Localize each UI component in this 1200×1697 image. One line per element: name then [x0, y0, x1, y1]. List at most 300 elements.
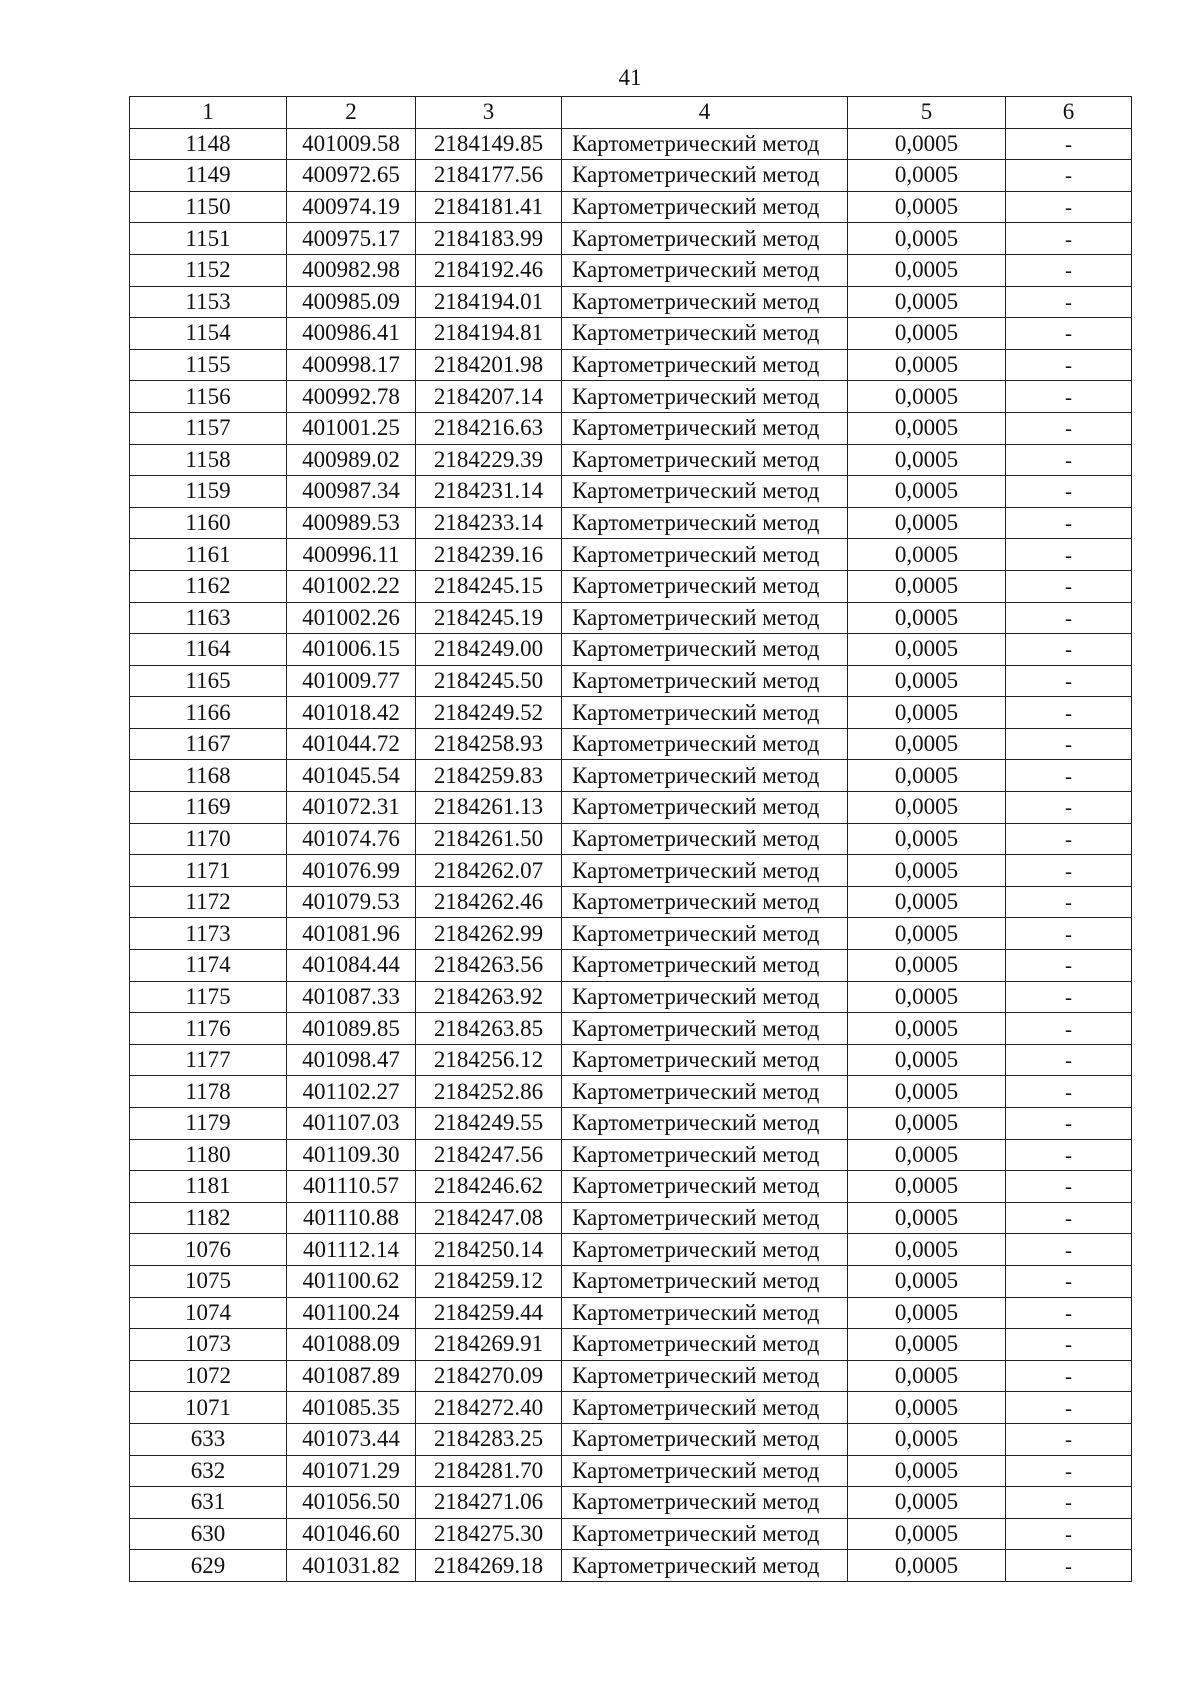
table-row — [130, 1392, 1132, 1424]
table-row — [130, 1139, 1132, 1171]
table-row — [130, 728, 1132, 760]
note-cell: - — [1006, 1076, 1132, 1108]
note-cell: - — [1006, 539, 1132, 571]
accuracy-cell: 0,0005 — [848, 823, 1006, 855]
point-number-cell: 1161 — [130, 539, 287, 571]
accuracy-cell: 0,0005 — [848, 886, 1006, 918]
y-coordinate-cell: 2184275.30 — [416, 1518, 562, 1550]
method-cell: Картометрический метод — [562, 254, 848, 286]
point-number-cell: 1163 — [130, 602, 287, 634]
x-coordinate-cell: 400989.53 — [287, 507, 416, 539]
note-cell: - — [1006, 823, 1132, 855]
x-coordinate-cell: 401085.35 — [287, 1392, 416, 1424]
y-coordinate-cell: 2184247.56 — [416, 1139, 562, 1171]
y-coordinate-cell: 2184263.85 — [416, 1013, 562, 1045]
table-body — [130, 97, 1132, 1582]
note-cell: - — [1006, 223, 1132, 255]
header-row — [130, 97, 1132, 129]
x-coordinate-cell: 401072.31 — [287, 792, 416, 824]
table-row — [130, 1076, 1132, 1108]
table-row — [130, 760, 1132, 792]
method-cell: Картометрический метод — [562, 286, 848, 318]
table-row — [130, 223, 1132, 255]
x-coordinate-cell: 401002.22 — [287, 570, 416, 602]
method-cell: Картометрический метод — [562, 823, 848, 855]
method-cell: Картометрический метод — [562, 1550, 848, 1582]
x-coordinate-cell: 401006.15 — [287, 634, 416, 666]
point-number-cell: 1148 — [130, 128, 287, 160]
table-row — [130, 1423, 1132, 1455]
table-row — [130, 381, 1132, 413]
y-coordinate-cell: 2184207.14 — [416, 381, 562, 413]
x-coordinate-cell: 400987.34 — [287, 476, 416, 508]
point-number-cell: 630 — [130, 1518, 287, 1550]
point-number-cell: 1154 — [130, 318, 287, 350]
method-cell: Картометрический метод — [562, 1202, 848, 1234]
accuracy-cell: 0,0005 — [848, 1550, 1006, 1582]
method-cell: Картометрический метод — [562, 855, 848, 887]
table-row — [130, 1108, 1132, 1140]
x-coordinate-cell: 401001.25 — [287, 412, 416, 444]
accuracy-cell: 0,0005 — [848, 128, 1006, 160]
y-coordinate-cell: 2184261.13 — [416, 792, 562, 824]
table-row — [130, 1329, 1132, 1361]
y-coordinate-cell: 2184281.70 — [416, 1455, 562, 1487]
point-number-cell: 1159 — [130, 476, 287, 508]
coordinates-table — [129, 96, 1132, 1582]
x-coordinate-cell: 401084.44 — [287, 950, 416, 982]
y-coordinate-cell: 2184259.83 — [416, 760, 562, 792]
note-cell: - — [1006, 728, 1132, 760]
x-coordinate-cell: 401088.09 — [287, 1329, 416, 1361]
y-coordinate-cell: 2184271.06 — [416, 1487, 562, 1519]
table-row — [130, 349, 1132, 381]
point-number-cell: 1153 — [130, 286, 287, 318]
method-cell: Картометрический метод — [562, 476, 848, 508]
accuracy-cell: 0,0005 — [848, 223, 1006, 255]
method-cell: Картометрический метод — [562, 1360, 848, 1392]
table-row — [130, 918, 1132, 950]
point-number-cell: 1167 — [130, 728, 287, 760]
table-row — [130, 981, 1132, 1013]
x-coordinate-cell: 400986.41 — [287, 318, 416, 350]
y-coordinate-cell: 2184194.01 — [416, 286, 562, 318]
y-coordinate-cell: 2184258.93 — [416, 728, 562, 760]
x-coordinate-cell: 401100.62 — [287, 1265, 416, 1297]
method-cell: Картометрический метод — [562, 634, 848, 666]
x-coordinate-cell: 400972.65 — [287, 160, 416, 192]
y-coordinate-cell: 2184283.25 — [416, 1423, 562, 1455]
accuracy-cell: 0,0005 — [848, 1013, 1006, 1045]
accuracy-cell: 0,0005 — [848, 634, 1006, 666]
point-number-cell: 632 — [130, 1455, 287, 1487]
point-number-cell: 631 — [130, 1487, 287, 1519]
point-number-cell: 1175 — [130, 981, 287, 1013]
table-row — [130, 950, 1132, 982]
header-cell-5: 5 — [848, 97, 1006, 129]
x-coordinate-cell: 401002.26 — [287, 602, 416, 634]
point-number-cell: 1155 — [130, 349, 287, 381]
note-cell: - — [1006, 191, 1132, 223]
note-cell: - — [1006, 760, 1132, 792]
note-cell: - — [1006, 634, 1132, 666]
method-cell: Картометрический метод — [562, 1297, 848, 1329]
y-coordinate-cell: 2184269.91 — [416, 1329, 562, 1361]
point-number-cell: 1166 — [130, 697, 287, 729]
point-number-cell: 1179 — [130, 1108, 287, 1140]
x-coordinate-cell: 401073.44 — [287, 1423, 416, 1455]
accuracy-cell: 0,0005 — [848, 1518, 1006, 1550]
method-cell: Картометрический метод — [562, 1329, 848, 1361]
x-coordinate-cell: 400992.78 — [287, 381, 416, 413]
method-cell: Картометрический метод — [562, 318, 848, 350]
table-row — [130, 412, 1132, 444]
method-cell: Картометрический метод — [562, 665, 848, 697]
header-cell-1: 1 — [130, 97, 287, 129]
point-number-cell: 1149 — [130, 160, 287, 192]
table-row — [130, 1360, 1132, 1392]
table-row — [130, 1455, 1132, 1487]
y-coordinate-cell: 2184229.39 — [416, 444, 562, 476]
accuracy-cell: 0,0005 — [848, 539, 1006, 571]
accuracy-cell: 0,0005 — [848, 381, 1006, 413]
y-coordinate-cell: 2184263.92 — [416, 981, 562, 1013]
point-number-cell: 1170 — [130, 823, 287, 855]
table-row — [130, 444, 1132, 476]
table-row — [130, 570, 1132, 602]
table-row — [130, 191, 1132, 223]
method-cell: Картометрический метод — [562, 223, 848, 255]
note-cell: - — [1006, 1392, 1132, 1424]
table-row — [130, 1297, 1132, 1329]
method-cell: Картометрический метод — [562, 950, 848, 982]
method-cell: Картометрический метод — [562, 1518, 848, 1550]
x-coordinate-cell: 400996.11 — [287, 539, 416, 571]
method-cell: Картометрический метод — [562, 697, 848, 729]
y-coordinate-cell: 2184247.08 — [416, 1202, 562, 1234]
method-cell: Картометрический метод — [562, 160, 848, 192]
note-cell: - — [1006, 1487, 1132, 1519]
note-cell: - — [1006, 1139, 1132, 1171]
note-cell: - — [1006, 1550, 1132, 1582]
note-cell: - — [1006, 349, 1132, 381]
x-coordinate-cell: 401107.03 — [287, 1108, 416, 1140]
note-cell: - — [1006, 697, 1132, 729]
y-coordinate-cell: 2184256.12 — [416, 1044, 562, 1076]
header-cell-2: 2 — [287, 97, 416, 129]
y-coordinate-cell: 2184233.14 — [416, 507, 562, 539]
x-coordinate-cell: 400975.17 — [287, 223, 416, 255]
x-coordinate-cell: 401045.54 — [287, 760, 416, 792]
x-coordinate-cell: 400998.17 — [287, 349, 416, 381]
method-cell: Картометрический метод — [562, 1013, 848, 1045]
note-cell: - — [1006, 254, 1132, 286]
y-coordinate-cell: 2184249.55 — [416, 1108, 562, 1140]
note-cell: - — [1006, 1171, 1132, 1203]
note-cell: - — [1006, 412, 1132, 444]
accuracy-cell: 0,0005 — [848, 1329, 1006, 1361]
accuracy-cell: 0,0005 — [848, 1202, 1006, 1234]
table-row — [130, 128, 1132, 160]
x-coordinate-cell: 401102.27 — [287, 1076, 416, 1108]
note-cell: - — [1006, 1108, 1132, 1140]
method-cell: Картометрический метод — [562, 1171, 848, 1203]
point-number-cell: 1152 — [130, 254, 287, 286]
x-coordinate-cell: 401087.89 — [287, 1360, 416, 1392]
y-coordinate-cell: 2184261.50 — [416, 823, 562, 855]
y-coordinate-cell: 2184249.00 — [416, 634, 562, 666]
point-number-cell: 1173 — [130, 918, 287, 950]
accuracy-cell: 0,0005 — [848, 507, 1006, 539]
y-coordinate-cell: 2184262.46 — [416, 886, 562, 918]
table-row — [130, 318, 1132, 350]
note-cell: - — [1006, 476, 1132, 508]
accuracy-cell: 0,0005 — [848, 697, 1006, 729]
note-cell: - — [1006, 1360, 1132, 1392]
point-number-cell: 1176 — [130, 1013, 287, 1045]
x-coordinate-cell: 401009.58 — [287, 128, 416, 160]
y-coordinate-cell: 2184262.07 — [416, 855, 562, 887]
y-coordinate-cell: 2184192.46 — [416, 254, 562, 286]
x-coordinate-cell: 401110.57 — [287, 1171, 416, 1203]
accuracy-cell: 0,0005 — [848, 160, 1006, 192]
accuracy-cell: 0,0005 — [848, 476, 1006, 508]
note-cell: - — [1006, 1423, 1132, 1455]
table-row — [130, 539, 1132, 571]
y-coordinate-cell: 2184177.56 — [416, 160, 562, 192]
note-cell: - — [1006, 918, 1132, 950]
x-coordinate-cell: 401098.47 — [287, 1044, 416, 1076]
table-row — [130, 665, 1132, 697]
table-row — [130, 602, 1132, 634]
method-cell: Картометрический метод — [562, 792, 848, 824]
note-cell: - — [1006, 1518, 1132, 1550]
accuracy-cell: 0,0005 — [848, 918, 1006, 950]
table-row — [130, 823, 1132, 855]
point-number-cell: 629 — [130, 1550, 287, 1582]
table-row — [130, 286, 1132, 318]
table-row — [130, 1202, 1132, 1234]
accuracy-cell: 0,0005 — [848, 412, 1006, 444]
method-cell: Картометрический метод — [562, 444, 848, 476]
accuracy-cell: 0,0005 — [848, 286, 1006, 318]
table-row — [130, 254, 1132, 286]
table-row — [130, 634, 1132, 666]
accuracy-cell: 0,0005 — [848, 1455, 1006, 1487]
point-number-cell: 1182 — [130, 1202, 287, 1234]
x-coordinate-cell: 400974.19 — [287, 191, 416, 223]
method-cell: Картометрический метод — [562, 191, 848, 223]
point-number-cell: 1151 — [130, 223, 287, 255]
x-coordinate-cell: 401089.85 — [287, 1013, 416, 1045]
y-coordinate-cell: 2184262.99 — [416, 918, 562, 950]
y-coordinate-cell: 2184249.52 — [416, 697, 562, 729]
y-coordinate-cell: 2184250.14 — [416, 1234, 562, 1266]
x-coordinate-cell: 401009.77 — [287, 665, 416, 697]
accuracy-cell: 0,0005 — [848, 760, 1006, 792]
point-number-cell: 1171 — [130, 855, 287, 887]
method-cell: Картометрический метод — [562, 128, 848, 160]
point-number-cell: 1162 — [130, 570, 287, 602]
y-coordinate-cell: 2184270.09 — [416, 1360, 562, 1392]
x-coordinate-cell: 401071.29 — [287, 1455, 416, 1487]
accuracy-cell: 0,0005 — [848, 1139, 1006, 1171]
note-cell: - — [1006, 1455, 1132, 1487]
y-coordinate-cell: 2184269.18 — [416, 1550, 562, 1582]
accuracy-cell: 0,0005 — [848, 1234, 1006, 1266]
y-coordinate-cell: 2184231.14 — [416, 476, 562, 508]
x-coordinate-cell: 401109.30 — [287, 1139, 416, 1171]
accuracy-cell: 0,0005 — [848, 1360, 1006, 1392]
note-cell: - — [1006, 286, 1132, 318]
method-cell: Картометрический метод — [562, 1108, 848, 1140]
y-coordinate-cell: 2184239.16 — [416, 539, 562, 571]
table-row — [130, 855, 1132, 887]
table-row — [130, 792, 1132, 824]
accuracy-cell: 0,0005 — [848, 1265, 1006, 1297]
note-cell: - — [1006, 507, 1132, 539]
header-cell-4: 4 — [562, 97, 848, 129]
point-number-cell: 1071 — [130, 1392, 287, 1424]
accuracy-cell: 0,0005 — [848, 792, 1006, 824]
accuracy-cell: 0,0005 — [848, 1044, 1006, 1076]
y-coordinate-cell: 2184194.81 — [416, 318, 562, 350]
point-number-cell: 1168 — [130, 760, 287, 792]
table-row — [130, 507, 1132, 539]
method-cell: Картометрический метод — [562, 1423, 848, 1455]
accuracy-cell: 0,0005 — [848, 1171, 1006, 1203]
point-number-cell: 1180 — [130, 1139, 287, 1171]
y-coordinate-cell: 2184259.44 — [416, 1297, 562, 1329]
x-coordinate-cell: 401112.14 — [287, 1234, 416, 1266]
method-cell: Картометрический метод — [562, 1234, 848, 1266]
accuracy-cell: 0,0005 — [848, 570, 1006, 602]
note-cell: - — [1006, 792, 1132, 824]
x-coordinate-cell: 400989.02 — [287, 444, 416, 476]
point-number-cell: 1156 — [130, 381, 287, 413]
table-row — [130, 886, 1132, 918]
method-cell: Картометрический метод — [562, 539, 848, 571]
y-coordinate-cell: 2184263.56 — [416, 950, 562, 982]
table-row — [130, 160, 1132, 192]
point-number-cell: 1158 — [130, 444, 287, 476]
point-number-cell: 1076 — [130, 1234, 287, 1266]
method-cell: Картометрический метод — [562, 1487, 848, 1519]
method-cell: Картометрический метод — [562, 1455, 848, 1487]
note-cell: - — [1006, 160, 1132, 192]
accuracy-cell: 0,0005 — [848, 665, 1006, 697]
point-number-cell: 1157 — [130, 412, 287, 444]
table-row — [130, 476, 1132, 508]
accuracy-cell: 0,0005 — [848, 1076, 1006, 1108]
method-cell: Картометрический метод — [562, 918, 848, 950]
note-cell: - — [1006, 602, 1132, 634]
accuracy-cell: 0,0005 — [848, 444, 1006, 476]
method-cell: Картометрический метод — [562, 1044, 848, 1076]
point-number-cell: 1160 — [130, 507, 287, 539]
note-cell: - — [1006, 1202, 1132, 1234]
point-number-cell: 1172 — [130, 886, 287, 918]
accuracy-cell: 0,0005 — [848, 318, 1006, 350]
y-coordinate-cell: 2184181.41 — [416, 191, 562, 223]
accuracy-cell: 0,0005 — [848, 981, 1006, 1013]
point-number-cell: 1075 — [130, 1265, 287, 1297]
accuracy-cell: 0,0005 — [848, 728, 1006, 760]
note-cell: - — [1006, 950, 1132, 982]
accuracy-cell: 0,0005 — [848, 1392, 1006, 1424]
y-coordinate-cell: 2184183.99 — [416, 223, 562, 255]
table-row — [130, 697, 1132, 729]
accuracy-cell: 0,0005 — [848, 855, 1006, 887]
accuracy-cell: 0,0005 — [848, 1297, 1006, 1329]
method-cell: Картометрический метод — [562, 570, 848, 602]
point-number-cell: 1181 — [130, 1171, 287, 1203]
table-row — [130, 1265, 1132, 1297]
point-number-cell: 1169 — [130, 792, 287, 824]
x-coordinate-cell: 401056.50 — [287, 1487, 416, 1519]
point-number-cell: 1178 — [130, 1076, 287, 1108]
table-row — [130, 1013, 1132, 1045]
point-number-cell: 1174 — [130, 950, 287, 982]
y-coordinate-cell: 2184216.63 — [416, 412, 562, 444]
note-cell: - — [1006, 1329, 1132, 1361]
y-coordinate-cell: 2184245.50 — [416, 665, 562, 697]
method-cell: Картометрический метод — [562, 349, 848, 381]
x-coordinate-cell: 401031.82 — [287, 1550, 416, 1582]
accuracy-cell: 0,0005 — [848, 1108, 1006, 1140]
note-cell: - — [1006, 1297, 1132, 1329]
method-cell: Картометрический метод — [562, 507, 848, 539]
method-cell: Картометрический метод — [562, 1392, 848, 1424]
x-coordinate-cell: 401079.53 — [287, 886, 416, 918]
method-cell: Картометрический метод — [562, 886, 848, 918]
x-coordinate-cell: 401081.96 — [287, 918, 416, 950]
x-coordinate-cell: 401046.60 — [287, 1518, 416, 1550]
point-number-cell: 1177 — [130, 1044, 287, 1076]
table-row — [130, 1044, 1132, 1076]
y-coordinate-cell: 2184149.85 — [416, 128, 562, 160]
y-coordinate-cell: 2184272.40 — [416, 1392, 562, 1424]
table-row — [130, 1171, 1132, 1203]
accuracy-cell: 0,0005 — [848, 1423, 1006, 1455]
accuracy-cell: 0,0005 — [848, 191, 1006, 223]
note-cell: - — [1006, 1013, 1132, 1045]
y-coordinate-cell: 2184259.12 — [416, 1265, 562, 1297]
method-cell: Картометрический метод — [562, 1265, 848, 1297]
note-cell: - — [1006, 1044, 1132, 1076]
table-row — [130, 1234, 1132, 1266]
method-cell: Картометрический метод — [562, 981, 848, 1013]
method-cell: Картометрический метод — [562, 1076, 848, 1108]
note-cell: - — [1006, 886, 1132, 918]
note-cell: - — [1006, 665, 1132, 697]
header-cell-3: 3 — [416, 97, 562, 129]
point-number-cell: 1150 — [130, 191, 287, 223]
accuracy-cell: 0,0005 — [848, 602, 1006, 634]
note-cell: - — [1006, 381, 1132, 413]
x-coordinate-cell: 400982.98 — [287, 254, 416, 286]
header-cell-6: 6 — [1006, 97, 1132, 129]
point-number-cell: 1074 — [130, 1297, 287, 1329]
note-cell: - — [1006, 981, 1132, 1013]
y-coordinate-cell: 2184245.19 — [416, 602, 562, 634]
accuracy-cell: 0,0005 — [848, 950, 1006, 982]
table-row — [130, 1550, 1132, 1582]
accuracy-cell: 0,0005 — [848, 254, 1006, 286]
x-coordinate-cell: 401100.24 — [287, 1297, 416, 1329]
table-row — [130, 1518, 1132, 1550]
note-cell: - — [1006, 444, 1132, 476]
